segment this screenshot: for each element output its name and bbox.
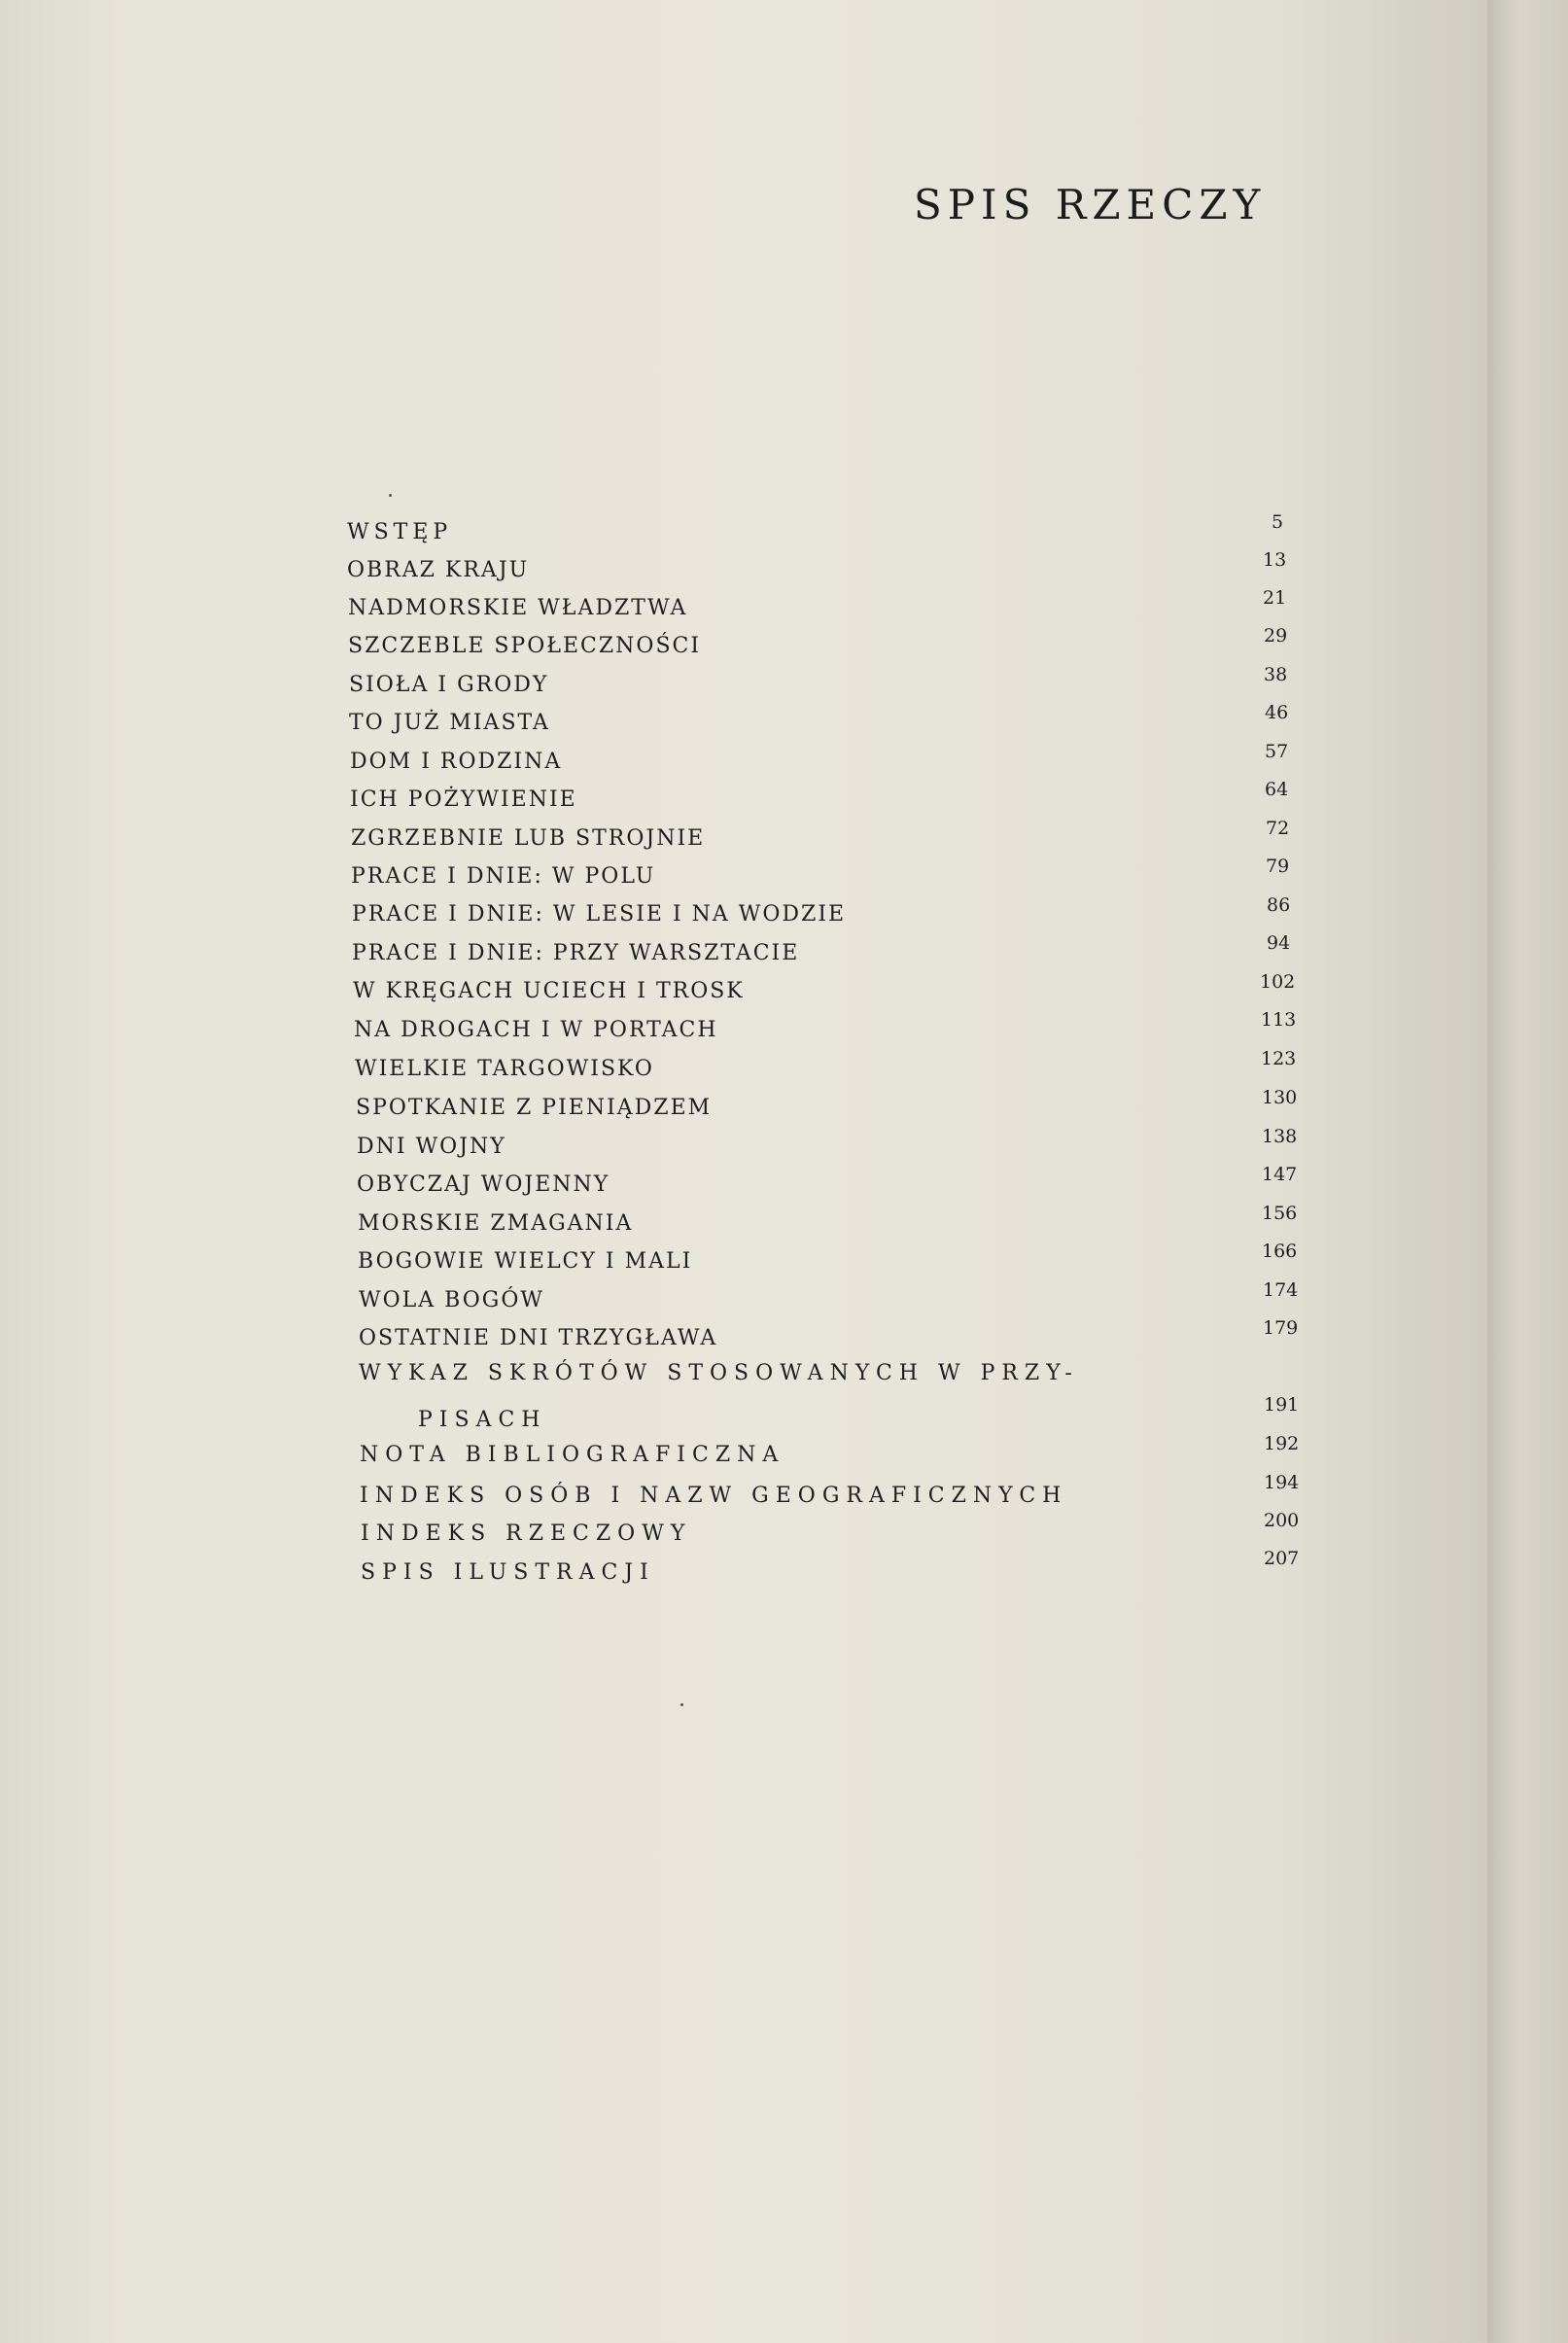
toc-entry-page: 147 [1262,1164,1298,1185]
toc-entry-page: 86 [1267,894,1291,916]
toc-entry-label-continuation: PISACH [418,1408,547,1432]
toc-entry-label: ZGRZEBNIE LUB STROJNIE [351,826,706,851]
toc-entry-label: PRACE I DNIE: W POLU [351,864,656,889]
toc-entry-page: 21 [1263,587,1287,609]
toc-entry-page: 191 [1264,1394,1300,1416]
toc-entry-page: 94 [1267,932,1291,954]
toc-entry-page: 79 [1266,856,1290,877]
toc-entry-page: 72 [1266,818,1290,839]
toc-entry-label: SPIS ILUSTRACJI [361,1560,655,1585]
toc-entry-label: W KRĘGACH UCIECH I TROSK [353,979,745,1003]
toc-entry-page: 174 [1263,1279,1299,1301]
toc-entry-label: NADMORSKIE WŁADZTWA [348,596,688,620]
toc-entry-page: 194 [1264,1472,1300,1493]
toc-entry-page: 123 [1261,1048,1297,1069]
toc-entry-label: WIELKIE TARGOWISKO [355,1057,654,1081]
toc-entry-page: 166 [1262,1241,1298,1262]
toc-entry-label: DNI WOJNY [357,1135,506,1159]
toc-entry-label: BOGOWIE WIELCY I MALI [358,1249,693,1274]
toc-entry-label: NA DROGACH I W PORTACH [354,1018,718,1042]
toc-entry-page: 38 [1264,664,1288,685]
toc-entry-label: WYKAZ SKRÓTÓW STOSOWANYCH W PRZY- [359,1361,1079,1385]
toc-entry-label: ICH POŻYWIENIE [350,787,577,812]
toc-entry-page: 200 [1264,1510,1300,1531]
toc-entry-page: 207 [1264,1548,1300,1569]
toc-entry-label: MORSKIE ZMAGANIA [358,1211,634,1236]
toc-entry-label: TO JUŻ MIASTA [349,711,550,735]
toc-entry-page: 130 [1262,1087,1298,1108]
toc-entry-label: SZCZEBLE SPOŁECZNOŚCI [348,634,702,658]
toc-entry-page: 102 [1260,971,1296,993]
toc-entry-page: 192 [1264,1433,1300,1454]
toc-entry-page: 13 [1263,549,1287,571]
toc-entry-label: OBRAZ KRAJU [347,558,530,582]
toc-entry-label: OBYCZAJ WOJENNY [357,1172,610,1197]
toc-entry-label: WOLA BOGÓW [359,1288,544,1312]
toc-entry-label: PRACE I DNIE: W LESIE I NA WODZIE [352,902,847,927]
toc-entry-label: INDEKS OSÓB I NAZW GEOGRAFICZNYCH [360,1484,1068,1508]
toc-entry-label: INDEKS RZECZOWY [361,1521,692,1546]
toc-entry-label: OSTATNIE DNI TRZYGŁAWA [359,1326,718,1350]
page-edge [1487,0,1568,2343]
toc-entry-page: 113 [1261,1009,1297,1031]
toc-entry-page: 64 [1265,779,1289,800]
toc-entry-page: 156 [1262,1203,1298,1224]
toc-entry-page: 179 [1263,1317,1299,1339]
toc-entry-label: PRACE I DNIE: PRZY WARSZTACIE [352,941,800,965]
toc-entry-label: SPOTKANIE Z PIENIĄDZEM [356,1096,713,1120]
toc-entry-label: DOM I RODZINA [350,750,563,774]
toc-entry-page: 5 [1272,511,1284,533]
toc-entry-label: NOTA BIBLIOGRAFICZNA [360,1443,785,1467]
toc-entry-page: 29 [1264,625,1288,647]
toc-entry-label: WSTĘP [347,520,453,544]
toc-entry-page: 57 [1265,741,1289,762]
toc-entry-label: SIOŁA I GRODY [349,673,549,697]
toc-entry-page: 138 [1262,1126,1298,1147]
page-title: SPIS RZECZY [914,181,1267,228]
toc-entry-page: 46 [1265,702,1289,723]
